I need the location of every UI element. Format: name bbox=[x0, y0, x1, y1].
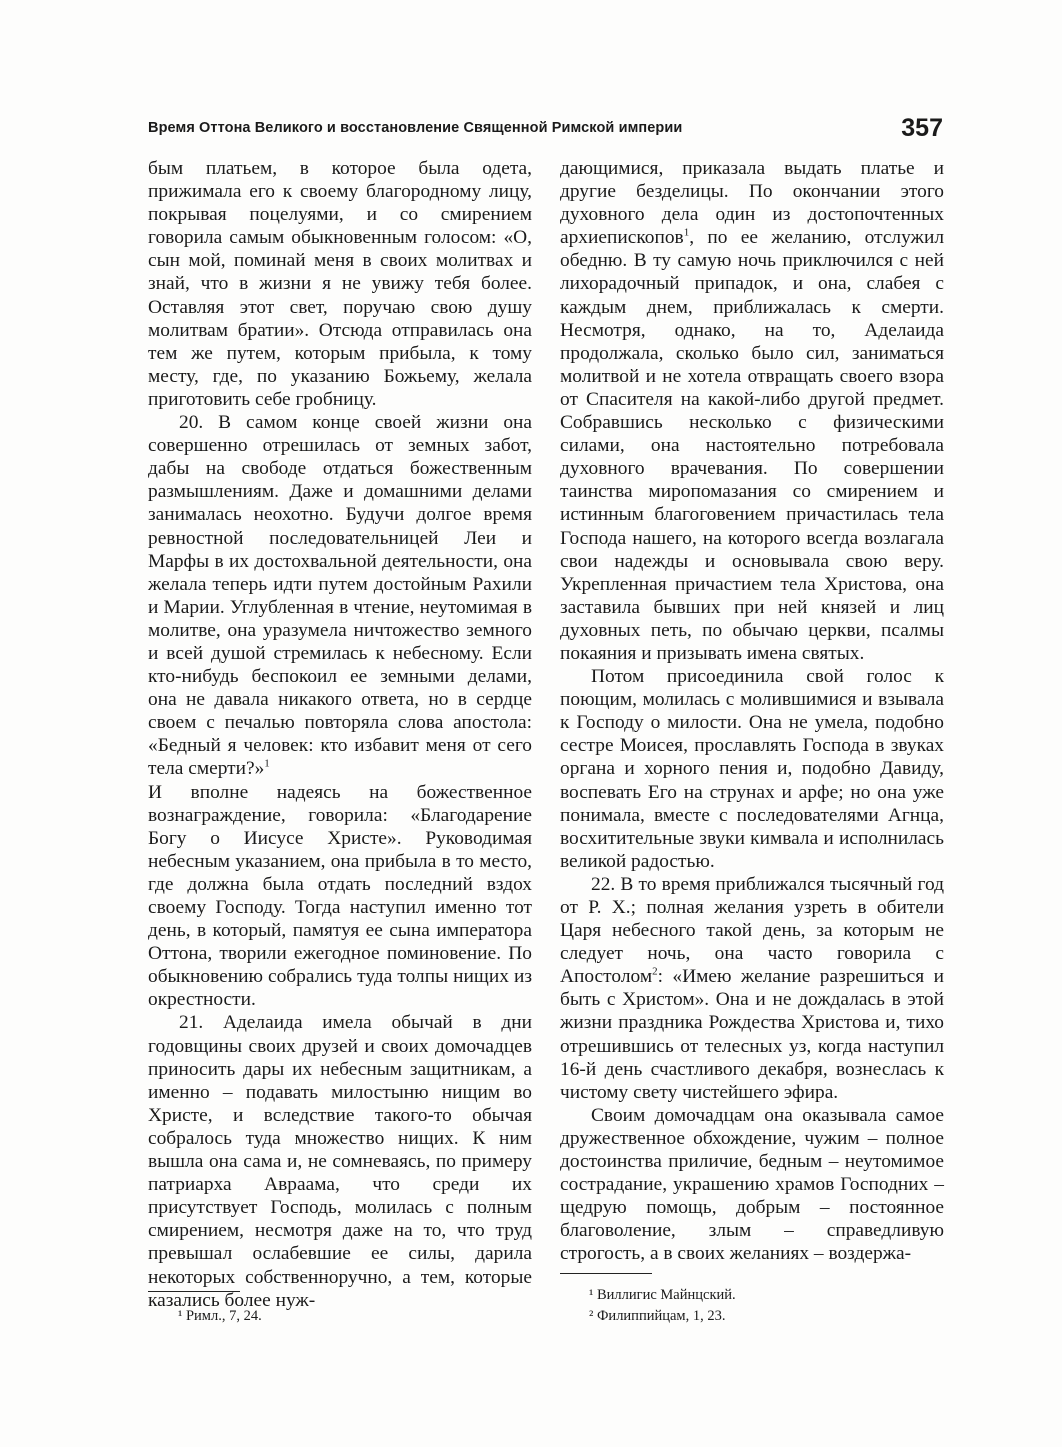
footnote-divider-left bbox=[148, 1291, 240, 1292]
running-header bbox=[148, 114, 943, 154]
paragraph-21: 21. Аделаида имела обычай в дни годовщины своих друзей и своих домочадцев приносить дары их небесным защитникам, а именно – подавать милостыню нищим во Христе, и вследствие такого-то обычая собралось туда множество нищих. К ним вышла она сама и, не сомневаясь, по примеру патриарха Авраама, что среди их присутствует Господь, молилась с полным смирением, несмотря даже на то, что труд превышал ослабевшие ее силы, дарила некоторых собственноручно, а тем, которые казались более нуж- bbox=[148, 1012, 532, 1311]
paragraph-household: Своим домочадцам она оказывала самое дружественное обхождение, чужим – полное достоинства приличие, бедным – неутомимое сострадание, украшению храмов Господних – щедрую помощь, добрым – постоянное благоволение, злым – справедливую строгость, а в своих желаниях – воздержа- bbox=[560, 1104, 944, 1265]
paragraph-20-text: 20. В самом конце своей жизни она совершенно отрешилась от земных забот, дабы на свободе отдаться божественным размышлениям. Даже и домашними делами занималась неохотно. Будучи долгое время ревностной последовательницей Леи и Марфы в их достохвальной деятельности, она желала теперь идти путем достойным Рахили и Марии. Углубленная в чтение, неутомимая в молитве, она уразумела ничтожество земного и всей душой стремилась к небесному. Если кто-нибудь беспокоил ее земными делами, она не давала никакого ответа, но в сердце своем с печалью повторяла слова апостола: «Бедный я человек: кто избавит меня от сего тела смерти?» bbox=[148, 412, 532, 780]
paragraph-20 bbox=[148, 411, 532, 781]
paragraph-22-text-b: : «Имею желание разрешиться и быть с Христом». Она и не дождалась в этой жизни праздника Рождества Христова и, тихо отрешившись от телесных уз, когда наступил 16-й день счастливого декабря, вознеслась к чистому свету чистейшего эфира. bbox=[560, 966, 944, 1103]
paragraph-1-text-b: , по ее желанию, отслужил обедню. В ту самую ночь приключился с ней лихорадочный припадок, и она, слабея с каждым днем, приближалась к смерти. Несмотря, однако, на то, Аделаида продолжала, сколько было сил, заниматься молитвой и не хотела отвращать своего взора от Спасителя на какой-либо другой предмет. Собравшись несколько с физическими силами, она настоятельно потребовала духовного врачевания. По совершении таинства миропомазания со смирением и истинным благоговением причастилась тела Господа нашего, на которого всегда возлагала свои надежды и основывала свою веру. Укрепленная причастием тела Христова, она заставила бывших при ней князей и лиц духовных петь, по обычаю церкви, псалмы покаяния и призывать имена святых. bbox=[560, 227, 944, 664]
paragraph-continued: бым платьем, в которое была одета, прижимала его к своему благородному лицу, покрывая поцелуями, и со смирением говорила самым обыкновенным голосом: «О, сын мой, поминай меня в своих молитвах и знай, что в жизни я не увижу тебя более. Оставляя этот свет, поручаю свою душу молитвам братии». Отсюда отправилась она тем же путем, которым прибыла, к тому месту, где, по указанию Божьему, желала приготовить себе гробницу. bbox=[148, 158, 532, 410]
running-title: Время Оттона Великого и восстановление Священной Римской империи bbox=[148, 120, 683, 136]
paragraph-22-text-a: 22. В то время приближался тысячный год от Р. Х.; полная желания узреть в обители Царя небесного такой день, за которым не следует ночь, она часто говорила с Апостолом bbox=[560, 873, 944, 988]
paragraph-22 bbox=[560, 873, 944, 1104]
left-column bbox=[148, 157, 532, 1312]
footnote-ref-1: 1 bbox=[264, 757, 270, 770]
paragraph-continued-right bbox=[560, 157, 944, 665]
footnote-left: ¹ Римл., 7, 24. bbox=[178, 1308, 262, 1324]
footnote-ref-1-right: 1 bbox=[683, 226, 690, 239]
paragraph-prayer: Потом присоединила свой голос к поющим, молилась с молившимися и взывала к Господу о милости. Она не умела, подобно сестре Моисея, прославлять Господа в звуках органа и хорного пения и, подобно Давиду, воспевать Его на струнах и арфе; но она уже понимала, вместе с последователями Агнца, восхитительные звуки кимвала и исполнилась великой радостью. bbox=[560, 666, 944, 872]
page-number: 357 bbox=[901, 114, 943, 142]
right-column bbox=[560, 157, 944, 1266]
paragraph-20-continued: И вполне надеясь на божественное вознаграждение, говорила: «Благодарение Богу о Иисусе Христе». Руководимая небесным указанием, она прибыла в то место, где должна была отдать последний вздох своему Господу. Тогда наступил именно тот день, в который, памятуя ее сына императора Оттона, творили ежегодное поминовение. По обыкновению собрались туда толпы нищих из окрестности. bbox=[148, 781, 532, 1011]
footnote-right-1: ¹ Виллигис Майнцский. bbox=[589, 1287, 736, 1303]
footnote-right-2: ² Филиппийцам, 1, 23. bbox=[589, 1308, 726, 1324]
footnote-divider-right bbox=[560, 1273, 652, 1274]
paragraph-1-text-a: дающимися, приказала выдать платье и другие безделицы. По окончании этого духовного дела один из достопочтенных архиепископов bbox=[560, 158, 944, 249]
footnote-ref-2: 2 bbox=[652, 965, 658, 978]
